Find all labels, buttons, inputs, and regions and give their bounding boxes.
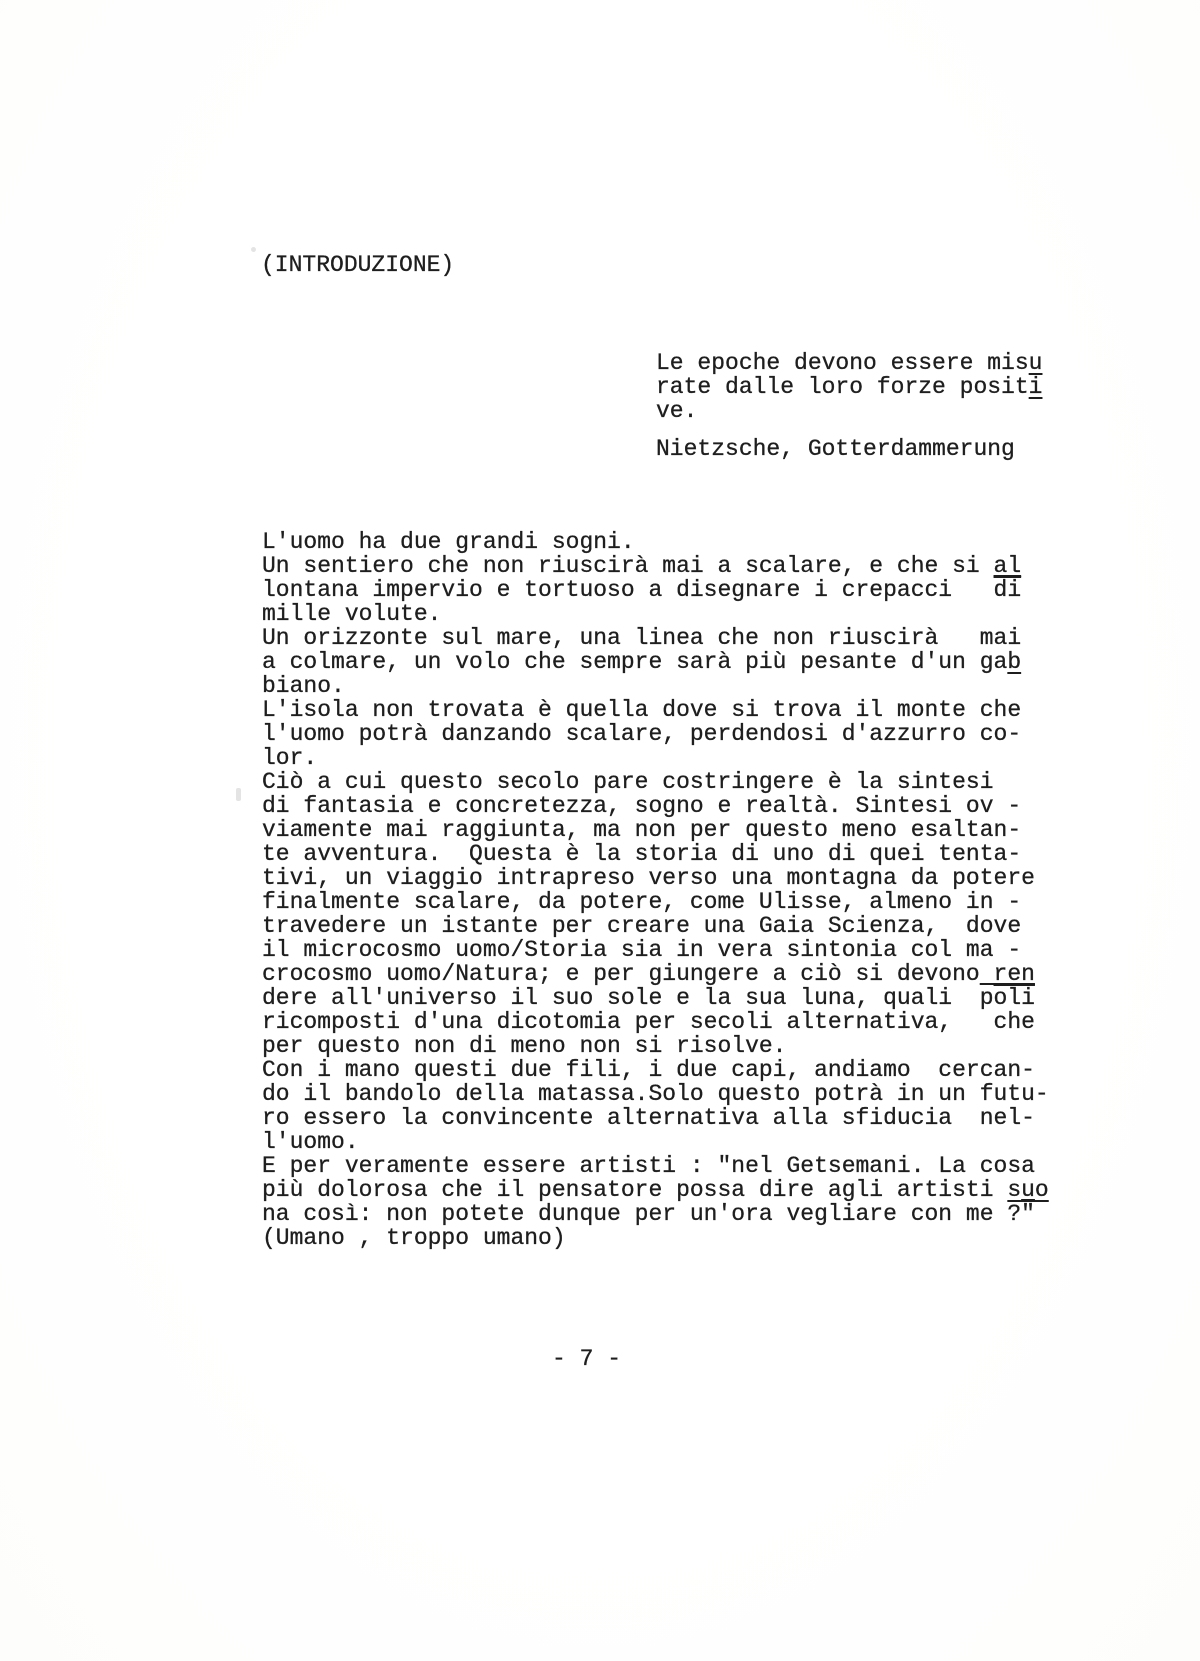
- text-line: [262, 938, 1049, 962]
- scan-smudge: [251, 247, 256, 252]
- text-segment: ": [1021, 1201, 1035, 1227]
- text-segment: Ciò a cui questo secolo pare costringere è la sintesi: [262, 769, 994, 795]
- text-segment: mille volute.: [262, 601, 442, 627]
- text-segment: di fantasia e concretezza, sogno e realtà. Sintesi ov -: [262, 793, 1022, 819]
- text-line: [262, 578, 1049, 602]
- text-line: [262, 818, 1049, 842]
- text-segment: u: [1028, 350, 1043, 376]
- text-line: [262, 866, 1049, 890]
- text-segment: al: [993, 553, 1022, 579]
- text-segment: biano.: [262, 673, 345, 699]
- text-segment: poli: [979, 985, 1035, 1011]
- text-segment: lontana impervio e tortuoso a disegnare i crepacci: [262, 577, 994, 603]
- text-line: [262, 986, 1049, 1010]
- text-line: [262, 1010, 1049, 1034]
- text-line: [262, 1178, 1049, 1202]
- text-line: [262, 554, 1049, 578]
- text-line: [656, 351, 1042, 375]
- text-segment: Un sentiero che non riuscirà mai a scalare, e che si: [262, 553, 994, 579]
- epigraph-quote: [656, 351, 1042, 423]
- text-segment: l'uomo.: [262, 1129, 359, 1155]
- text-line: [262, 890, 1049, 914]
- text-line: [262, 602, 1049, 626]
- text-segment: rate dalle loro forze posit: [656, 374, 1029, 400]
- text-segment: Le epoche devono essere mis: [656, 350, 1029, 376]
- text-segment: ren: [993, 961, 1035, 987]
- text-line: [262, 1154, 1049, 1178]
- text-line: [262, 1202, 1049, 1226]
- text-line: [262, 1034, 1049, 1058]
- text-segment: L'uomo ha due grandi sogni.: [262, 529, 635, 555]
- text-segment: suo: [1007, 1177, 1049, 1203]
- text-segment: finalmente scalare, da potere, come Ulisse, almeno in -: [262, 889, 1022, 915]
- text-segment: E per veramente essere artisti : "nel Getsemani. La cosa: [262, 1153, 1035, 1179]
- text-segment: Con i mano questi due fili, i due capi, andiamo cercan-: [262, 1057, 1035, 1083]
- text-segment: b: [1007, 649, 1022, 675]
- text-segment: na così: non potete dunque per un'ora vegliare con me ?: [262, 1201, 1022, 1227]
- text-segment: ve.: [656, 398, 698, 424]
- text-segment: ro essero la convincente alternativa alla sfiducia nel-: [262, 1105, 1035, 1131]
- text-line: [262, 1082, 1049, 1106]
- text-segment: a colmare, un volo che sempre sarà più pesante d'un ga: [262, 649, 1008, 675]
- text-segment: dere all'universo il suo sole e la sua luna, quali: [262, 985, 980, 1011]
- text-segment: ricomposti d'una dicotomia per secoli alternativa, che: [262, 1009, 1035, 1035]
- text-line: [262, 962, 1049, 986]
- text-segment: viamente mai raggiunta, ma non per questo meno esaltan-: [262, 817, 1022, 843]
- text-segment: per questo non di meno non si risolve.: [262, 1033, 787, 1059]
- text-line: [262, 1106, 1049, 1130]
- text-segment: tivi, un viaggio intrapreso verso una montagna da potere: [262, 865, 1035, 891]
- text-segment: più dolorosa che il pensatore possa dire agli artisti: [262, 1177, 1008, 1203]
- text-line: [262, 1058, 1049, 1082]
- text-line: [262, 914, 1049, 938]
- page-number: - 7 -: [552, 1346, 622, 1372]
- text-segment: Un orizzonte sul mare, una linea che non riuscirà mai: [262, 625, 1022, 651]
- text-line: [262, 626, 1049, 650]
- text-line: [262, 842, 1049, 866]
- text-line: [262, 746, 1049, 770]
- text-segment: crocosmo uomo/Natura; e per giungere a ciò si devono: [262, 961, 994, 987]
- body-paragraphs: [262, 530, 1049, 1250]
- text-segment: te avventura. Questa è la storia di uno di quei tenta-: [262, 841, 1022, 867]
- text-line: [262, 1130, 1049, 1154]
- text-line: [656, 375, 1042, 399]
- text-line: [262, 698, 1049, 722]
- text-line: [262, 650, 1049, 674]
- text-segment: lor.: [262, 745, 318, 771]
- text-segment: il microcosmo uomo/Storia sia in vera sintonia col ma -: [262, 937, 1022, 963]
- text-segment: $\overline{di}$: [993, 577, 1022, 603]
- section-heading: (INTRODUZIONE): [261, 252, 455, 278]
- text-line: [262, 674, 1049, 698]
- text-line: [262, 794, 1049, 818]
- text-segment: (Umano , troppo umano): [262, 1225, 566, 1251]
- text-line: [262, 530, 1049, 554]
- text-segment: i: [1028, 374, 1043, 400]
- scan-smudge: [236, 788, 241, 801]
- text-line: [262, 770, 1049, 794]
- text-segment: do il bandolo della matassa.Solo questo potrà in un futu-: [262, 1081, 1049, 1107]
- text-segment: l'uomo potrà danzando scalare, perdendosi d'azzurro co-: [262, 721, 1022, 747]
- text-line: [656, 399, 1042, 423]
- text-line: [262, 1226, 1049, 1250]
- text-segment: travedere un istante per creare una Gaia Scienza, dove: [262, 913, 1022, 939]
- text-segment: L'isola non trovata è quella dove si trova il monte che: [262, 697, 1022, 723]
- text-line: [262, 722, 1049, 746]
- epigraph-attribution: Nietzsche, Gotterdammerung: [656, 436, 1015, 462]
